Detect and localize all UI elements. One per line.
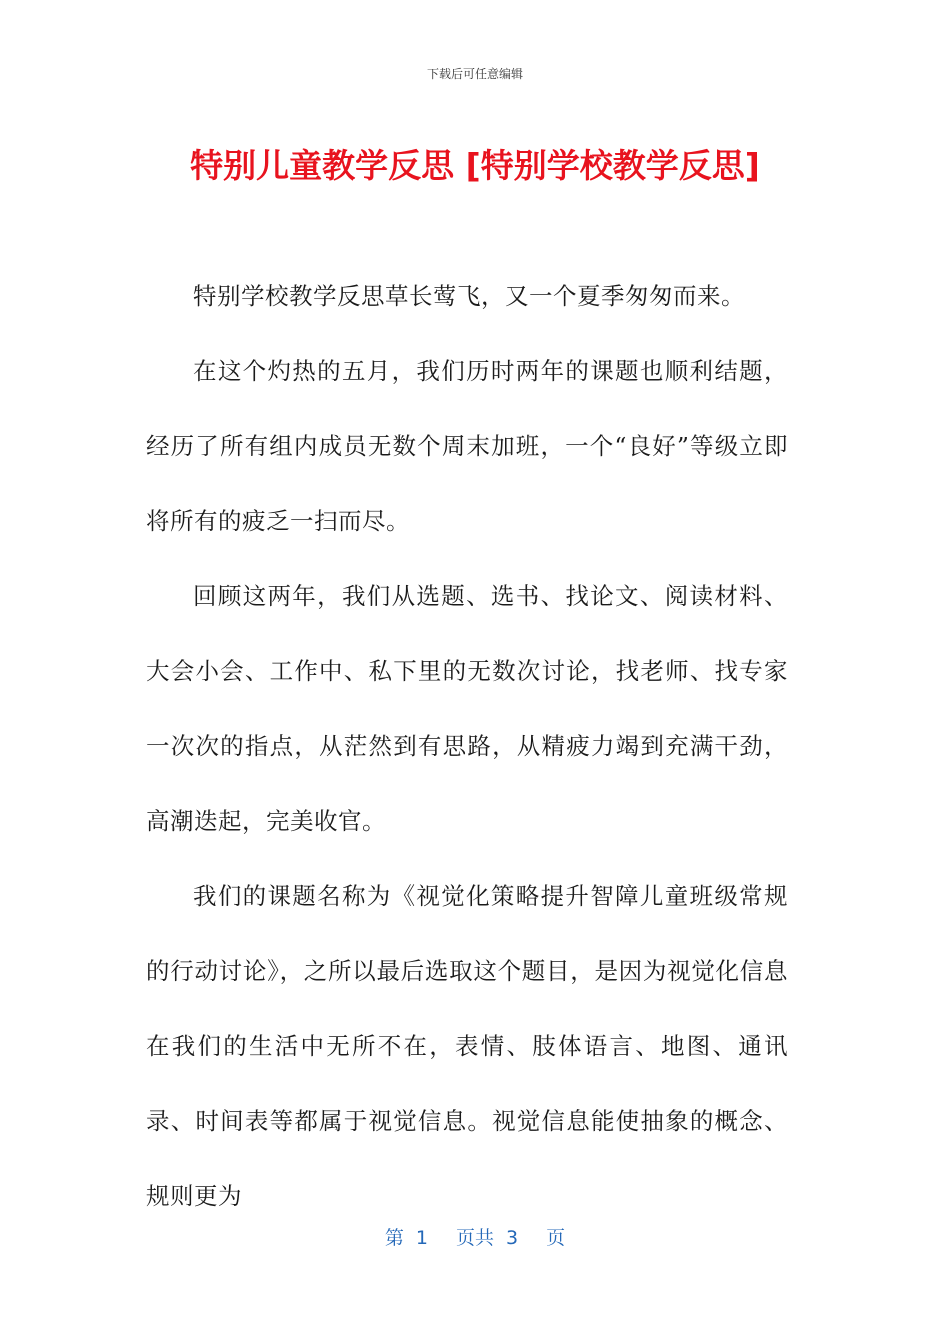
paragraph-3: 回顾这两年，我们从选题、选书、找论文、阅读材料、大会小会、工作中、私下里的无数次讨论，找老师、找专家一次次的指点，从茫然到有思路，从精疲力竭到充满干劲，高潮迭起，完美收官。 (146, 582, 788, 835)
page-header-note: 下载后可任意编辑 (426, 67, 523, 81)
document-body (146, 259, 788, 1234)
current-page-number: 1 (415, 1227, 428, 1249)
paragraph-1: 特别学校教学反思草长莺飞，又一个夏季匆匆而来。 (193, 282, 745, 310)
document-title: 特别儿童教学反思 [特别学校教学反思] (190, 146, 760, 185)
page-suffix: 页 (546, 1227, 566, 1249)
paragraph-2: 在这个灼热的五月，我们历时两年的课题也顺利结题，经历了所有组内成员无数个周末加班，一个“良好”等级立即将所有的疲乏一扫而尽。 (146, 357, 788, 535)
total-pages-number: 3 (506, 1227, 519, 1249)
page-prefix: 第 (384, 1227, 404, 1249)
paragraph-4: 我们的课题名称为《视觉化策略提升智障儿童班级常规的行动讨论》，之所以最后选取这个题目，是因为视觉化信息在我们的生活中无所不在，表情、肢体语言、地图、通讯录、时间表等都属于视觉信息。视觉信息能使抽象的概念、规则更为 (146, 882, 788, 1210)
page-number-footer (0, 1224, 950, 1252)
page-middle-text: 页共 (455, 1227, 494, 1249)
